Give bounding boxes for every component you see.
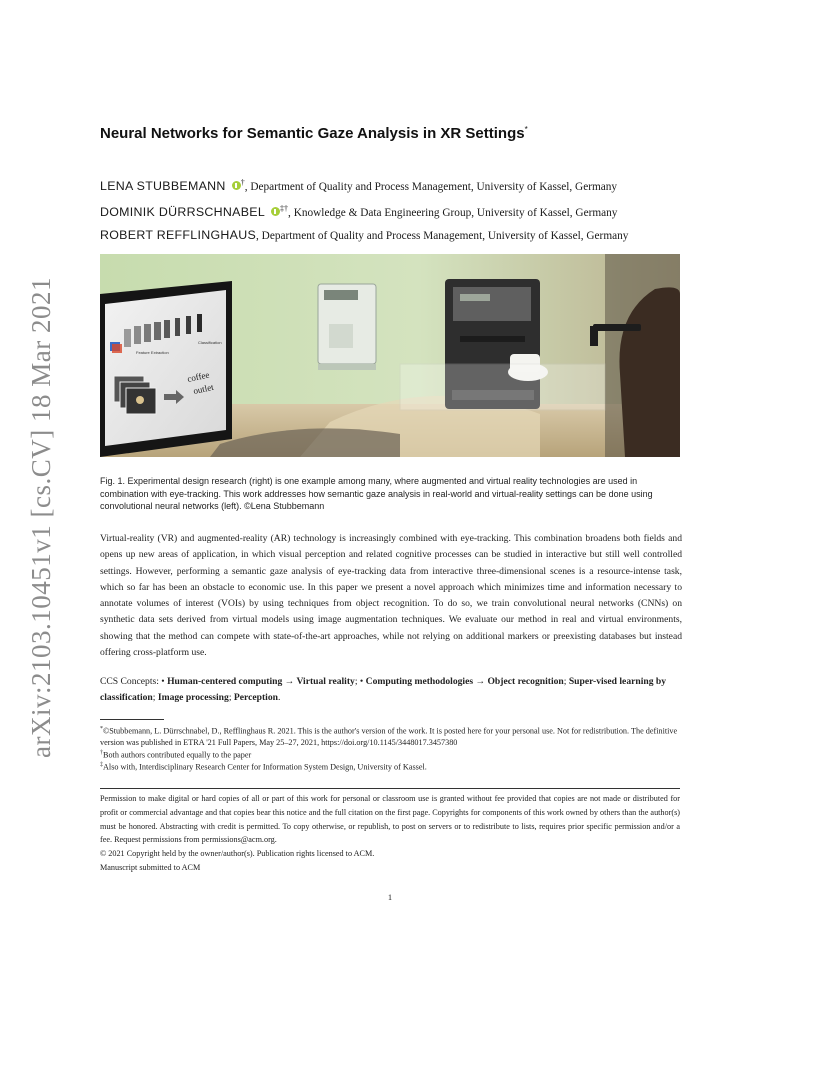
teaser-figure xyxy=(100,254,680,457)
author-name: LENA STUBBEMANN xyxy=(100,178,226,193)
author-3 xyxy=(100,225,700,248)
author-affiliation: , Knowledge & Data Engineering Group, University of Kassel, Germany xyxy=(288,207,618,220)
diagram-label-classification: Classification xyxy=(198,340,222,345)
footnote-text: Both authors contributed equally to the paper xyxy=(103,750,252,760)
permission-text: Permission to make digital or hard copies of all or part of this work for personal or classroom use is granted without fee provided that copies are not made or distributed for profit or commercial advantage and that copies bear this notice and the full citation on the first page. Copyrights for components of this work owned by others than the author(s) must be honored. Abstracting with credit is permitted. To copy otherwise, or republish, to post on servers or to redistribute to lists, requires prior specific permission and/or a fee. Request permissions from permissions@acm.org. xyxy=(100,794,680,845)
ccs-concept-4: Image processing xyxy=(157,691,229,703)
author-name: DOMINIK DÜRRSCHNABEL xyxy=(100,205,266,220)
footnote-rule xyxy=(100,719,164,720)
footnote-1 xyxy=(100,724,682,748)
ccs-concepts xyxy=(100,674,682,705)
ccs-label: CCS Concepts: • xyxy=(100,676,168,687)
orcid-icon[interactable] xyxy=(271,207,280,216)
author-name: ROBERT REFFLINGHAUS xyxy=(100,227,257,242)
footnote-mark: † xyxy=(100,749,103,756)
footnote-2 xyxy=(100,748,682,761)
ccs-separator: ; • xyxy=(354,676,366,687)
ccs-end: . xyxy=(277,691,281,703)
ccs-separator: ; xyxy=(152,691,158,703)
ccs-concept-5: Perception xyxy=(233,691,278,703)
author-1 xyxy=(100,172,700,198)
page-number: 1 xyxy=(387,892,393,902)
copyright-line: © 2021 Copyright held by the owner/author(s). Publication rights licensed to ACM. xyxy=(100,849,375,859)
ccs-concept-2: Computing methodologies → Object recognition xyxy=(365,676,564,687)
figure-caption: Fig. 1. Experimental design research (right) is one example among many, where augmented and virtual reality technologies are used in combination with eye-tracking. This work addresses how semantic gaze analysis in real-world and virtual-reality settings can be done using convolutional neural networks (left). ©Lena Stubbemann xyxy=(100,476,653,512)
monitor-label-coffee: coffee xyxy=(186,369,211,384)
footnote-3 xyxy=(100,760,682,773)
author-marks: † xyxy=(240,178,245,187)
abstract: Virtual-reality (VR) and augmented-reality (AR) technology is increasingly combined with eye-tracking. This combination broadens both fields and opens up new areas of application, in which visual perception and related cognitive processes can be studied in interactive but still well controlled settings. However, performing a semantic gaze analysis of eye-tracking data from interactive three-dimensional scenes is a resource-intense task, which so far has been an obstacle to economic use. In this paper we present a novel approach which minimizes time and information necessary to annotate volumes of interest (VOIs) by using techniques from object recognition. To do so, we train convolutional neural networks (CNNs) on synthetic data sets derived from virtual models using image augmentation techniques. We evaluate our method in real and virtual environments, showing that the method can compete with state-of-the-art approaches, while not relying on additional markers or preexisting databases but instead offering cross-platform use. xyxy=(100,533,682,659)
ccs-separator: ; xyxy=(563,676,569,687)
monitor-label-outlet: outlet xyxy=(192,381,215,396)
orcid-icon[interactable] xyxy=(232,181,241,190)
ccs-concept-3: Super-vised learning by classification xyxy=(100,676,667,703)
arxiv-stamp: arXiv:2103.10451v1 [cs.CV] 18 Mar 2021 xyxy=(26,277,56,758)
footnote-text: Also with, Interdisciplinary Research Center for Information System Design, University of Kassel. xyxy=(103,763,427,773)
author-affiliation: , Department of Quality and Process Management, University of Kassel, Germany xyxy=(256,229,629,242)
permission-block xyxy=(100,792,680,875)
title-text: Neural Networks for Semantic Gaze Analysis in XR Settings xyxy=(100,125,525,142)
manuscript-line: Manuscript submitted to ACM xyxy=(100,862,201,872)
footnote-mark: ‡ xyxy=(100,762,103,769)
footnote-mark: * xyxy=(100,726,103,732)
ccs-separator: ; xyxy=(228,691,234,703)
paper-title xyxy=(100,125,700,142)
author-marks: ‡† xyxy=(280,204,289,214)
coffee-machine-left xyxy=(318,284,376,370)
permission-rule xyxy=(100,788,680,789)
footnote-text: ©Stubbemann, L. Dürrschnabel, D., Refflinghaus R. 2021. This is the author's version of the work. It is posted here for your personal use. Not for redistribution. The definitive version was published in ETRA '21 Full Papers, May 25–27, 2021, https://doi.org/10.1145/3448017.3457380 xyxy=(100,726,678,747)
computer-monitor xyxy=(100,281,232,457)
author-affiliation: , Department of Quality and Process Management, University of Kassel, Germany xyxy=(244,180,618,193)
author-list xyxy=(100,172,700,247)
figure-photo xyxy=(100,254,680,457)
footnotes xyxy=(100,724,682,773)
ccs-concept-1: Human-centered computing → Virtual reality xyxy=(167,676,355,687)
title-footnote-mark: * xyxy=(524,125,528,134)
diagram-label-feature: Feature Extraction xyxy=(136,350,169,355)
author-2 xyxy=(100,198,700,224)
